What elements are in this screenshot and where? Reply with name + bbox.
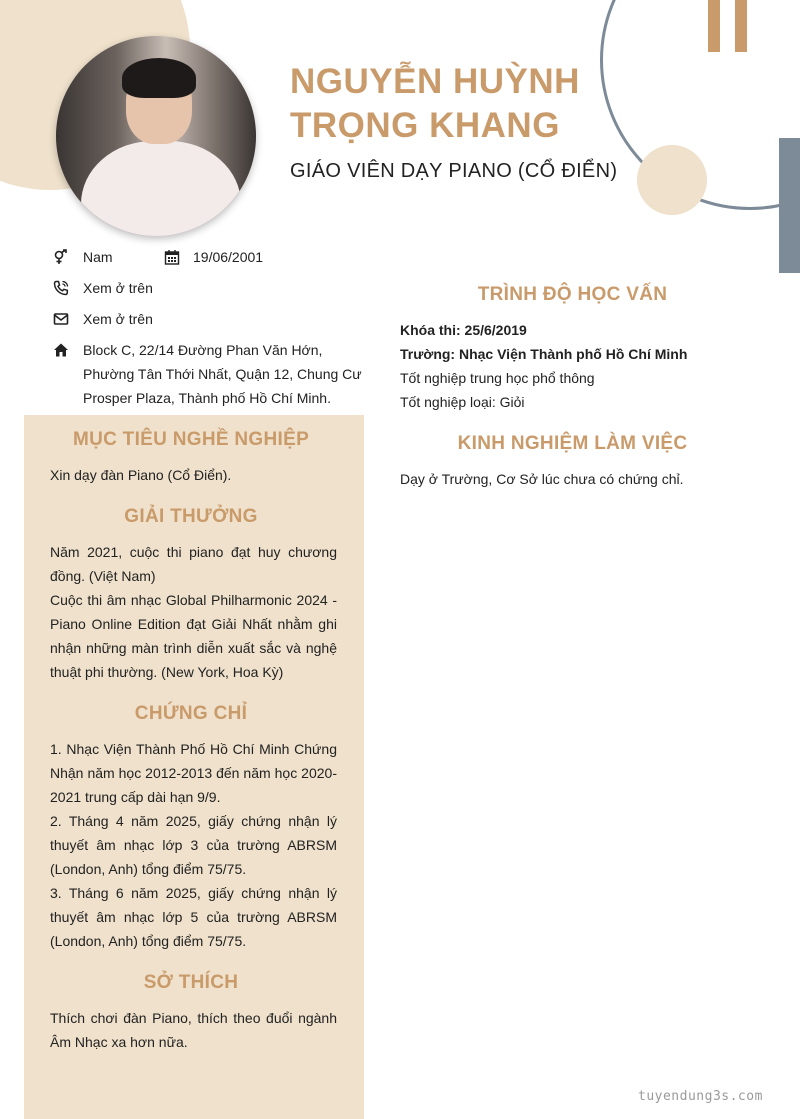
certificates-title: CHỨNG CHỈ [134, 703, 248, 724]
phone-text: Xem ở trên [83, 280, 153, 296]
address-text: Block C, 22/14 Đường Phan Văn Hớn, Phường Tân Thới Nhất, Quận 12, Chung Cư Prosper Plaza, Thành phố Hồ Chí Minh. [83, 342, 362, 406]
award-item: Cuộc thi âm nhạc Global Philharmonic 2024 - Piano Online Edition đạt Giải Nhất nhằm ghi nhận những màn trình diễn xuất sắc và nghệ thuật phi thường. (New York, Hoa Kỳ) [50, 592, 337, 680]
candidate-name [290, 60, 620, 148]
education-school: Trường: Nhạc Viện Thành phố Hồ Chí Minh [400, 346, 688, 362]
education-line: Tốt nghiệp trung học phổ thông [400, 370, 595, 386]
phone-icon [52, 279, 70, 297]
decor-dot [637, 145, 707, 215]
certificates-list [50, 737, 337, 953]
calendar-icon [163, 248, 181, 266]
certificate-item: 2. Tháng 4 năm 2025, giấy chứng nhận lý thuyết âm nhạc lớp 3 của trường ABRSM (London, Anh) tổng điểm 75/75. [50, 813, 337, 877]
education-details [400, 318, 750, 414]
home-icon [52, 341, 70, 359]
hobbies-text: Thích chơi đàn Piano, thích theo đuổi ngành Âm Nhạc xa hơn nữa. [50, 1010, 337, 1050]
awards-title: GIẢI THƯỞNG [124, 506, 258, 527]
career-goal-text: Xin dạy đàn Piano (Cổ Điển). [50, 467, 232, 483]
certificate-item: 1. Nhạc Viện Thành Phố Hồ Chí Minh Chứng Nhận năm học 2012-2013 đến năm học 2020-2021 trung cấp dài hạn 9/9. [50, 741, 337, 805]
job-title: GIÁO VIÊN DẠY PIANO (CỔ ĐIỂN) [290, 160, 618, 182]
awards-list [50, 540, 337, 684]
avatar [56, 36, 256, 236]
name-line-1: NGUYỄN HUỲNH [290, 62, 580, 101]
email-icon [52, 310, 70, 328]
gender-icon [52, 248, 70, 266]
decor-side-tab [779, 138, 800, 273]
watermark-text: tuyendung3s.com [638, 1089, 763, 1104]
education-exam: Khóa thi: 25/6/2019 [400, 322, 527, 338]
gender-text: Nam [83, 249, 113, 265]
email-text: Xem ở trên [83, 311, 153, 327]
education-title: TRÌNH ĐỘ HỌC VẤN [477, 284, 668, 305]
hobbies-title: SỞ THÍCH [143, 972, 239, 993]
name-line-2: TRỌNG KHANG [290, 106, 560, 145]
experience-title: KINH NGHIỆM LÀM VIỆC [457, 433, 688, 454]
experience-text: Dạy ở Trường, Cơ Sở lúc chưa có chứng chỉ. [400, 471, 684, 487]
birthday-text: 19/06/2001 [193, 249, 264, 265]
education-line: Tốt nghiệp loại: Giỏi [400, 394, 525, 410]
decor-bar [735, 0, 747, 52]
decor-bar [708, 0, 720, 52]
award-item: Năm 2021, cuộc thi piano đạt huy chương đồng. (Việt Nam) [50, 544, 337, 584]
career-goal-title: MỤC TIÊU NGHỀ NGHIỆP [72, 429, 310, 450]
certificate-item: 3. Tháng 6 năm 2025, giấy chứng nhận lý thuyết âm nhạc lớp 5 của trường ABRSM (London, Anh) tổng điểm 75/75. [50, 885, 337, 949]
